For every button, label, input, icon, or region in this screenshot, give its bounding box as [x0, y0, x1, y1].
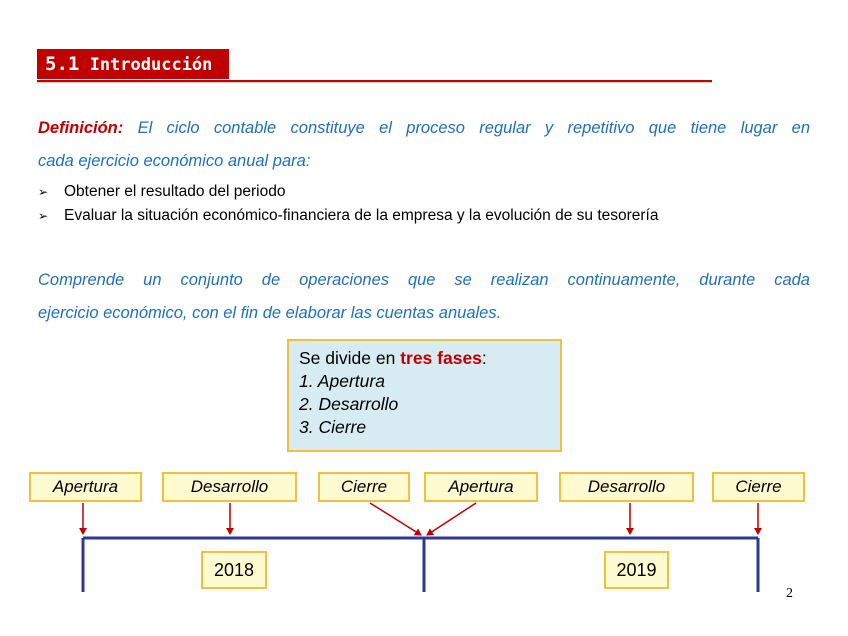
timeline-phase-cierre-2019: Cierre — [712, 472, 805, 502]
timeline-arrows — [83, 503, 758, 535]
bullet-text-2: Evaluar la situación económico-financiera de la empresa y la evolución de su tesorería — [64, 207, 659, 224]
phases-intro-text: Se divide en — [299, 348, 401, 368]
timeline-phase-desarrollo-2019: Desarrollo — [559, 472, 694, 502]
phase-item-2: 2. Desarrollo — [299, 394, 399, 414]
phase-item-1: 1. Apertura — [299, 371, 385, 391]
timeline-phase-cierre-2018: Cierre — [318, 472, 410, 502]
timeline-phase-desarrollo-2018: Desarrollo — [162, 472, 297, 502]
section-title: Introducción — [89, 55, 213, 75]
section-number: 5.1 — [45, 53, 80, 75]
comprende-line-1: Comprende un conjunto de operaciones que se realizan continuamente, durante cada — [38, 271, 810, 289]
comprende-line-2: ejercicio económico, con el fin de elaborar las cuentas anuales. — [38, 304, 502, 322]
bullet-text-1: Obtener el resultado del periodo — [64, 183, 286, 200]
arrow-bullet-icon: ➢ — [38, 209, 49, 223]
phase-item-3: 3. Cierre — [299, 417, 367, 437]
phases-intro-colon: : — [481, 348, 487, 368]
timeline-phase-apertura-2018: Apertura — [29, 472, 142, 502]
timeline-year-2019: 2019 — [604, 551, 669, 589]
timeline-phase-apertura-2019: Apertura — [424, 472, 538, 502]
arrow-bullet-icon: ➢ — [38, 185, 49, 199]
phases-highlight: tres fases — [400, 348, 482, 368]
definition-term: Definición: — [38, 119, 124, 137]
page-number: 2 — [786, 586, 793, 601]
definition-line-2: cada ejercicio económico anual para: — [38, 152, 311, 170]
definition-text-1: El ciclo contable constituye el proceso regular y repetitivo que tiene lugar en — [137, 119, 810, 137]
timeline-year-2018: 2018 — [201, 551, 267, 589]
